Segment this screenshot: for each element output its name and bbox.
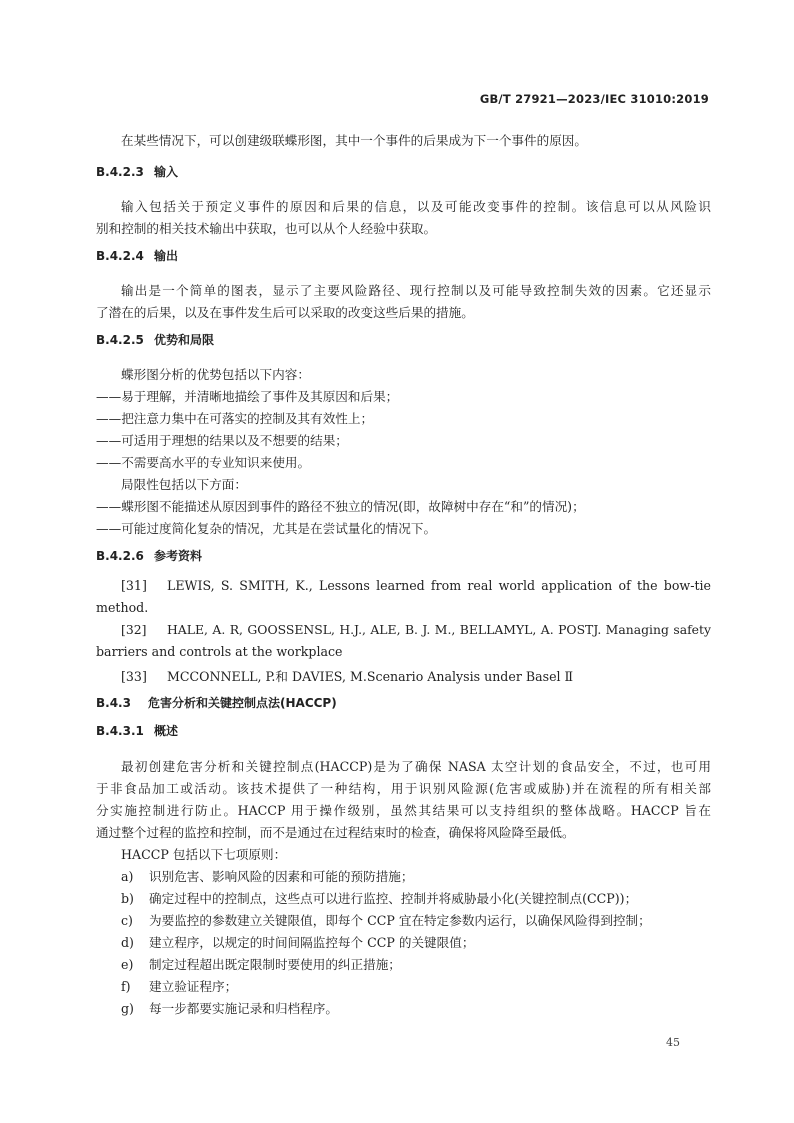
reference-entry: [121, 666, 711, 685]
list-label: f): [121, 979, 131, 994]
principle-item: [121, 888, 711, 907]
reference-continuation: method.: [96, 600, 149, 615]
list-text: 每一步都要实施记录和归档程序。: [149, 1001, 338, 1016]
strength-item: ——易于理解，并清晰地描绘了事件及其原因和后果；: [96, 389, 399, 404]
list-text: 制定过程超出既定限制时要使用的纠正措施；: [149, 957, 401, 972]
list-text: 确定过程中的控制点，这些点可以进行监控、控制并将威胁最小化(关键控制点(CCP))；: [149, 891, 638, 906]
reference-entry: [121, 578, 711, 593]
reference-continuation: barriers and controls at the workplace: [96, 644, 343, 659]
reference-entry: [121, 622, 711, 637]
principles-intro: HACCP 包括以下七项原则：: [121, 847, 287, 862]
section-title: 输出: [154, 249, 179, 263]
reference-number: [33]: [121, 669, 147, 684]
strength-item: ——把注意力集中在可落实的控制及其有效性上；: [96, 411, 374, 426]
heading-b426: [96, 547, 711, 564]
paragraph-line: 别和控制的相关技术输出中获取，也可以从个人经验中获取。: [96, 221, 437, 236]
list-text: 为要监控的参数建立关键限值，即每个 CCP 宜在特定参数内运行，以确保风险得到控制；: [149, 913, 651, 928]
intro-paragraph: 在某些情况下，可以创建级联蝶形图，其中一个事件的后果成为下一个事件的原因。: [121, 133, 587, 148]
section-number: B.4.2.3: [96, 165, 144, 179]
standard-code-header: GB/T 27921—2023/IEC 31010:2019: [479, 92, 709, 106]
limit-item: ——蝶形图不能描述从原因到事件的路径不独立的情况(即，故障树中存在“和”的情况)；: [96, 499, 585, 514]
strengths-intro: 蝶形图分析的优势包括以下内容：: [121, 367, 310, 382]
page-number: 45: [666, 1036, 680, 1049]
principle-item: [121, 976, 711, 995]
section-title: 输入: [154, 165, 179, 179]
section-title: 危害分析和关键控制点法(HACCP): [148, 696, 337, 710]
paragraph-line: 输入包括关于预定义事件的原因和后果的信息，以及可能改变事件的控制。该信息可以从风险识: [121, 199, 711, 214]
list-label: e): [121, 957, 134, 972]
reference-text: MCCONNELL, P.和 DAVIES, M.Scenario Analysis under Basel Ⅱ: [167, 669, 574, 684]
list-label: c): [121, 913, 133, 928]
section-number: B.4.2.6: [96, 549, 144, 563]
section-title: 优势和局限: [154, 333, 215, 347]
principle-item: [121, 866, 711, 885]
section-number: B.4.2.4: [96, 249, 144, 263]
heading-b431: [96, 722, 711, 739]
heading-b423: [96, 163, 711, 180]
section-number: B.4.3.1: [96, 724, 144, 738]
principle-item: [121, 954, 711, 973]
strength-item: ——不需要高水平的专业知识来使用。: [96, 455, 311, 470]
section-title: 概述: [154, 724, 179, 738]
list-label: g): [121, 1001, 134, 1016]
list-text: 建立验证程序；: [149, 979, 238, 994]
paragraph-line: 于非食品加工或活动。该技术提供了一种结构，用于识别风险源(危害或威胁)并在流程的所有相关部: [96, 781, 711, 796]
paragraph-line: 通过整个过程的监控和控制，而不是通过在过程结束时的检查，确保将风险降至最低。: [96, 825, 575, 840]
paragraph-line: 最初创建危害分析和关键控制点(HACCP)是为了确保 NASA 太空计划的食品安全，不过，也可用: [121, 759, 711, 774]
reference-text: LEWIS, S. SMITH, K., Lessons learned from real world application of the bow-tie: [167, 578, 711, 593]
list-label: a): [121, 869, 134, 884]
principle-item: [121, 932, 711, 951]
list-label: d): [121, 935, 134, 950]
limit-item: ——可能过度简化复杂的情况，尤其是在尝试量化的情况下。: [96, 521, 437, 536]
principle-item: [121, 910, 711, 929]
section-number: B.4.3: [96, 696, 131, 710]
paragraph-line: 了潜在的后果，以及在事件发生后可以采取的改变这些后果的措施。: [96, 305, 474, 320]
section-number: B.4.2.5: [96, 333, 144, 347]
list-label: b): [121, 891, 134, 906]
list-text: 建立程序，以规定的时间间隔监控每个 CCP 的关键限值；: [149, 935, 475, 950]
reference-number: [31]: [121, 578, 147, 593]
heading-b424: [96, 247, 711, 264]
list-text: 识别危害、影响风险的因素和可能的预防措施；: [149, 869, 414, 884]
principle-item: [121, 998, 711, 1017]
limits-intro: 局限性包括以下方面：: [121, 477, 247, 492]
heading-b425: [96, 331, 711, 348]
heading-b43: [96, 694, 711, 711]
reference-number: [32]: [121, 622, 147, 637]
reference-text: HALE, A. R, GOOSSENSL, H.J., ALE, B. J. M., BELLAMYL, A. POSTJ. Managing safety: [167, 622, 711, 637]
paragraph-line: 分实施控制进行防止。HACCP 用于操作级别，虽然其结果可以支持组织的整体战略。HACCP 旨在: [96, 803, 711, 818]
strength-item: ——可适用于理想的结果以及不想要的结果；: [96, 433, 348, 448]
section-title: 参考资料: [154, 549, 203, 563]
paragraph-line: 输出是一个简单的图表，显示了主要风险路径、现行控制以及可能导致控制失效的因素。它还显示: [121, 283, 711, 298]
